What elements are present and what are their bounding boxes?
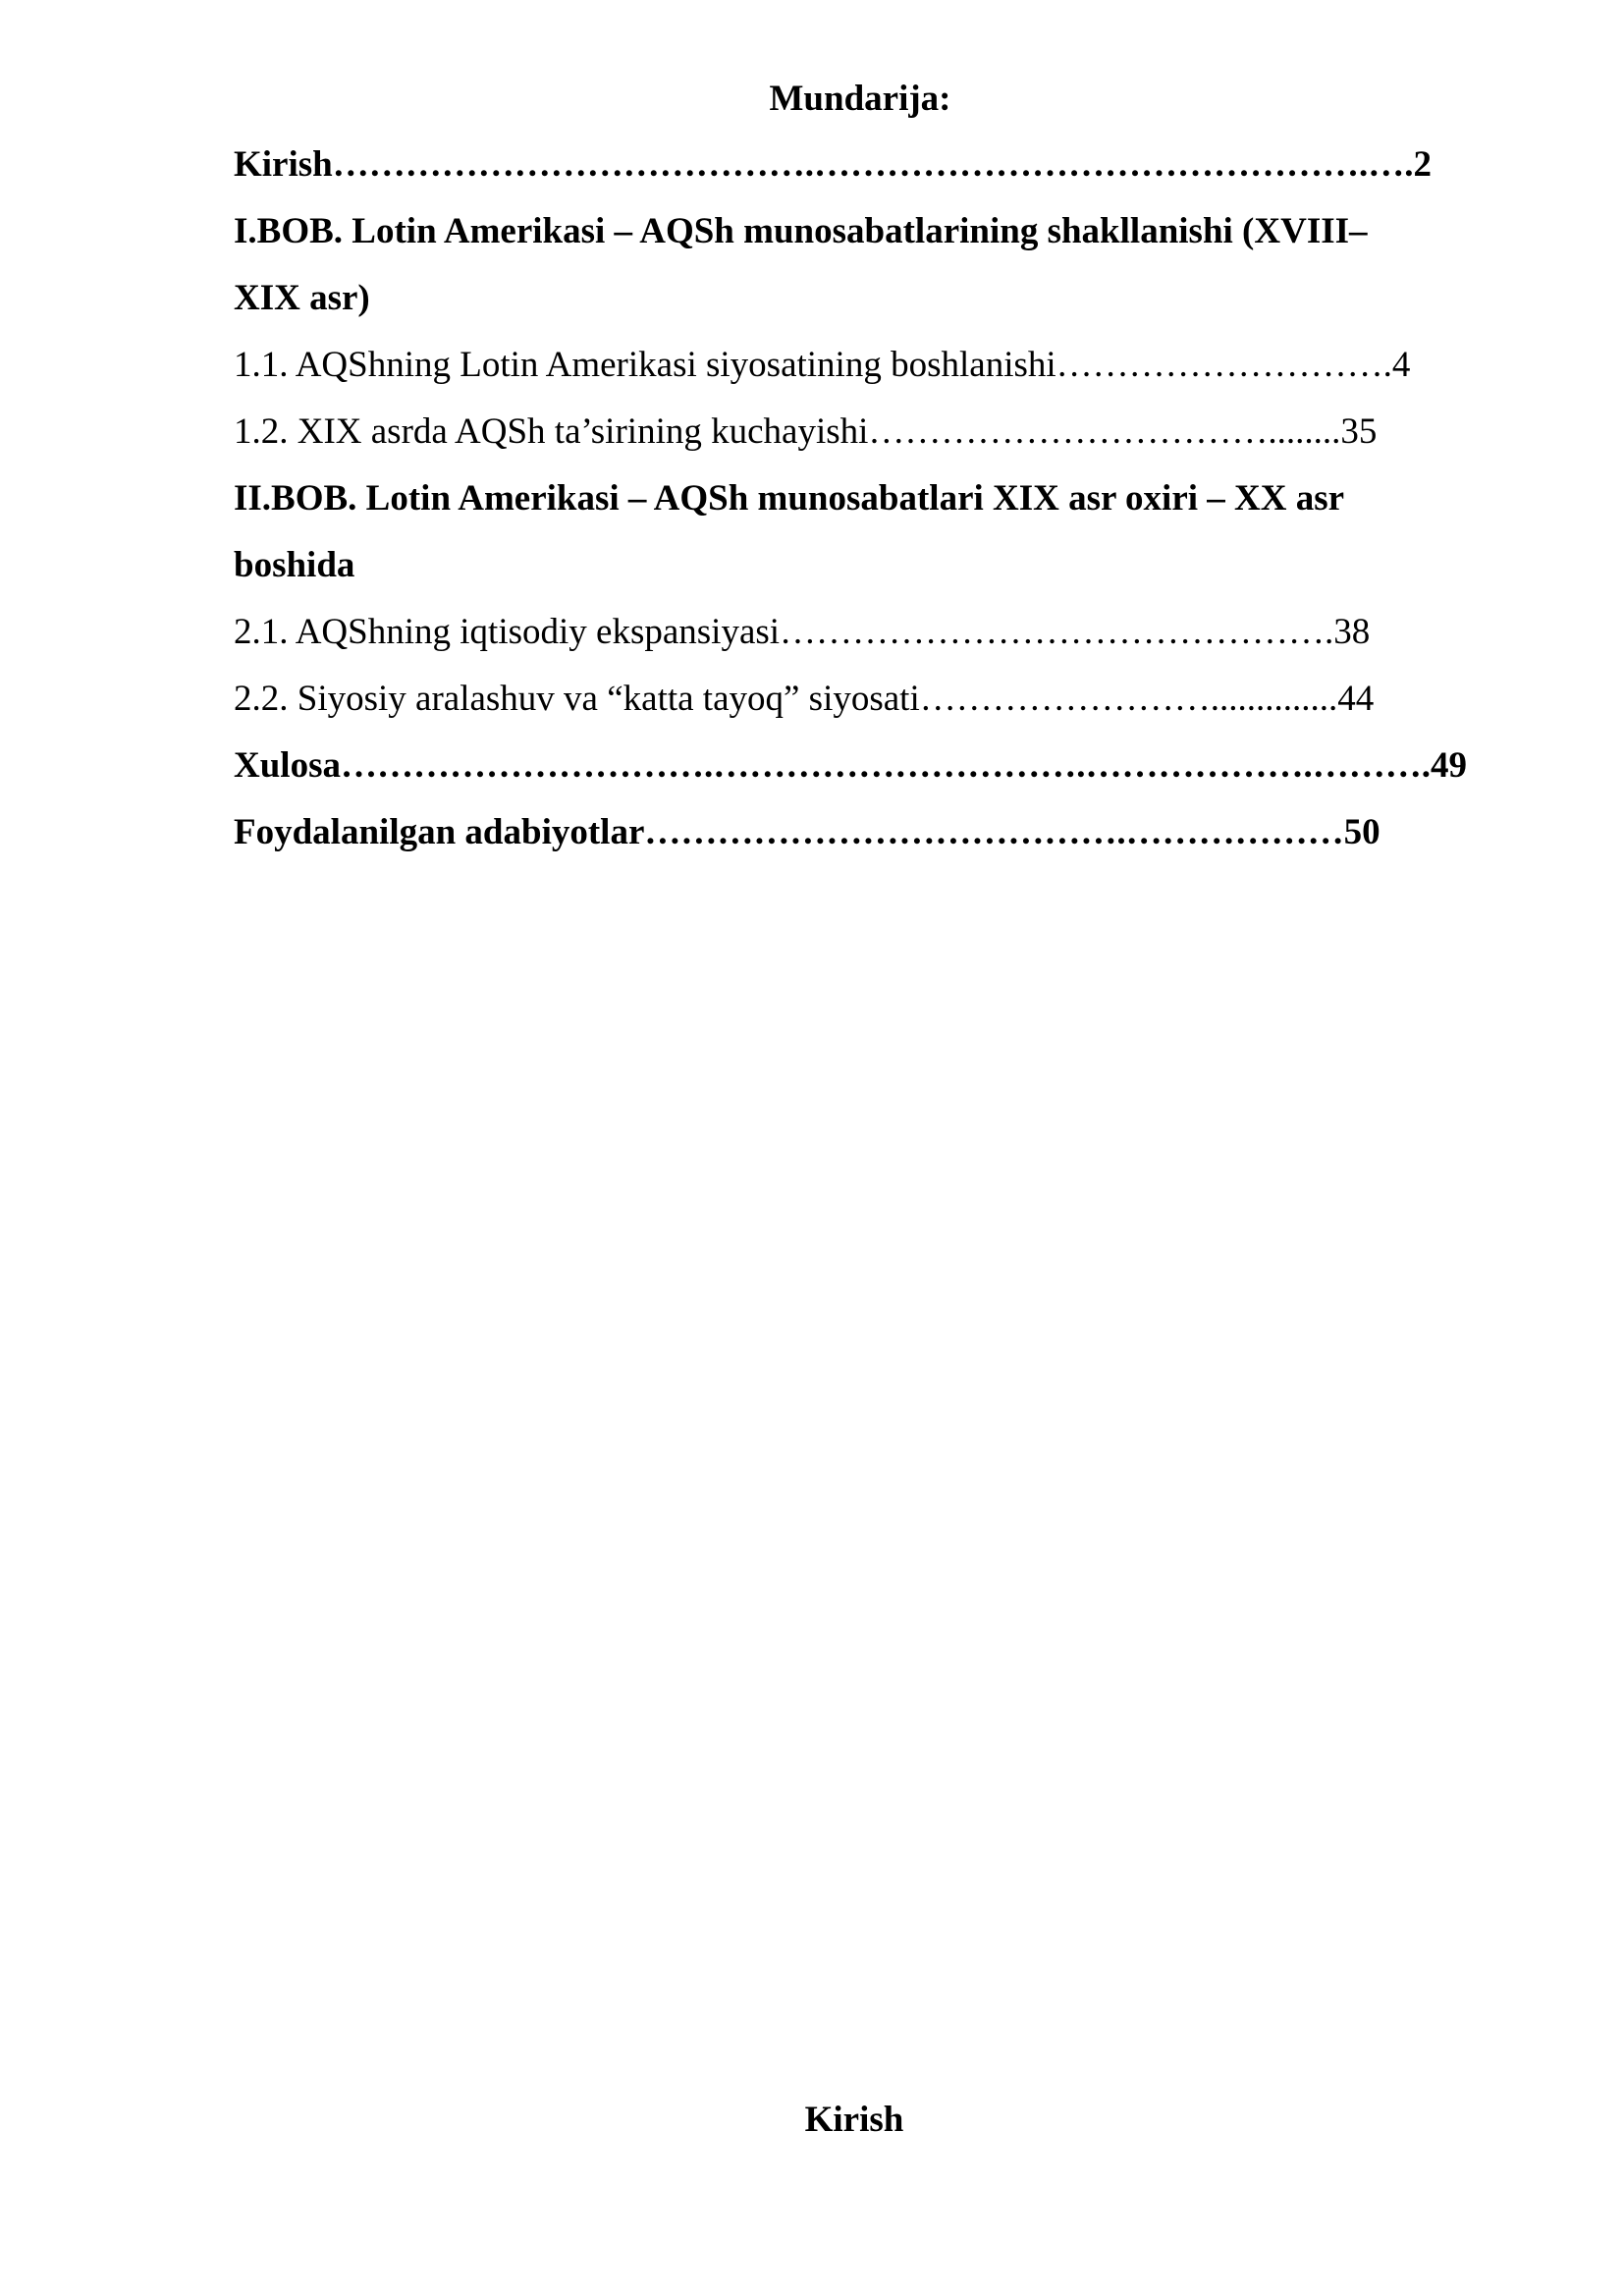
toc-entry-section-2-2: 2.2. Siyosiy aralashuv va “katta tayoq” siyosati……………………..............44 bbox=[234, 679, 1375, 719]
toc-entry-chapter-1-line-1: I.BOB. Lotin Amerikasi – AQSh munosabatlarining shakllanishi (XVIII– bbox=[234, 211, 1368, 251]
section-heading-kirish: Kirish bbox=[804, 2100, 904, 2140]
toc-entry-kirish: Kirish………………………………….……………………………………….….2 bbox=[234, 144, 1432, 185]
toc-entry-chapter-1-line-2: XIX asr) bbox=[234, 278, 370, 318]
toc-title: Mundarija: bbox=[769, 79, 951, 119]
toc-entry-xulosa: Xulosa………………………….………………………….……………….……….49 bbox=[234, 745, 1467, 786]
toc-entry-references: Foydalanilgan adabiyotlar………………………………….………………50 bbox=[234, 812, 1380, 852]
toc-entry-section-2-1: 2.1. AQShning iqtisodiy ekspansiyasi……………………………………….38 bbox=[234, 612, 1371, 652]
toc-entry-chapter-2-line-2: boshida bbox=[234, 545, 355, 585]
toc-entry-section-1-1: 1.1. AQShning Lotin Amerikasi siyosatining boshlanishi……………………….4 bbox=[234, 345, 1411, 385]
toc-entry-section-1-2: 1.2. XIX asrda AQSh ta’sirining kuchayishi……………………………........35 bbox=[234, 411, 1378, 452]
toc-entry-chapter-2-line-1: II.BOB. Lotin Amerikasi – AQSh munosabatlari XIX asr oxiri – XX asr bbox=[234, 478, 1345, 519]
